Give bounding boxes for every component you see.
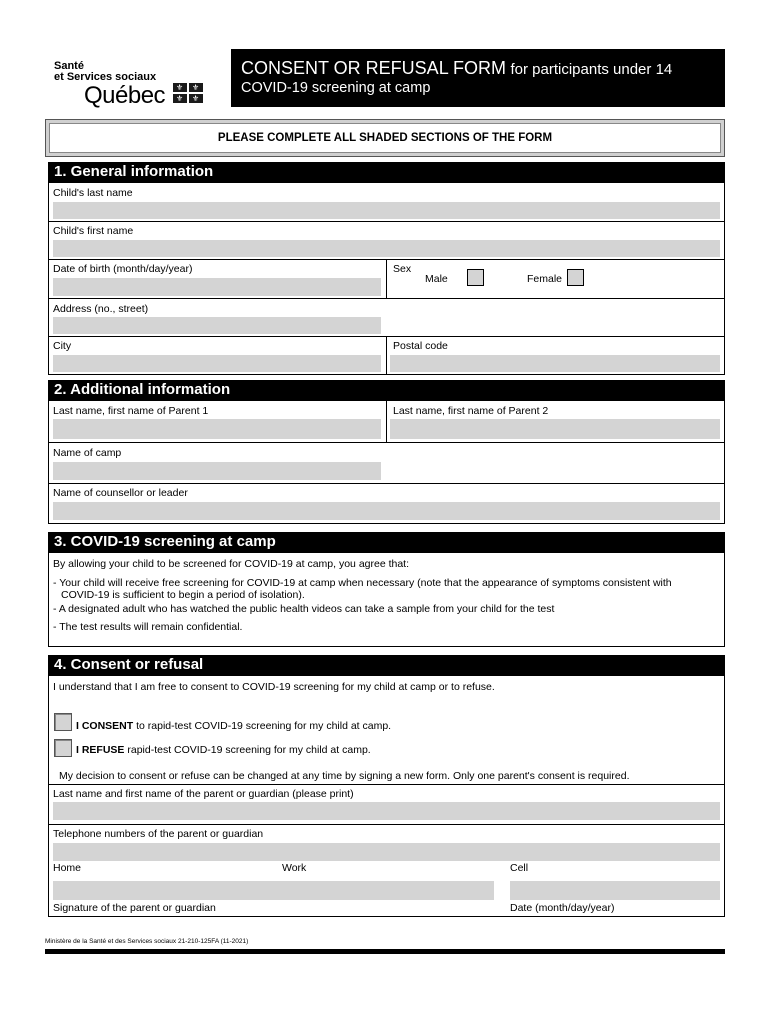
- refuse-checkbox[interactable]: [54, 739, 72, 757]
- parent2-field[interactable]: [390, 419, 720, 439]
- screening-intro: By allowing your child to be screened for COVID-19 at camp, you agree that:: [53, 558, 410, 570]
- form-subtitle: COVID-19 screening at camp: [241, 80, 431, 96]
- signature-label: Signature of the parent or guardian: [53, 902, 216, 914]
- postal-code-label: Postal code: [393, 340, 448, 352]
- section4-title: 4. Consent or refusal: [48, 655, 725, 676]
- signature-field[interactable]: [53, 881, 494, 900]
- footer-reference: Ministère de la Santé et des Services sociaux 21-210-125FA (11-2021): [45, 938, 249, 945]
- decision-note: My decision to consent or refuse can be changed at any time by signing a new form. Only one parent's consent is required.: [59, 770, 630, 782]
- date-label: Date (month/day/year): [510, 902, 615, 914]
- camp-field[interactable]: [53, 462, 381, 480]
- guardian-name-field[interactable]: [53, 802, 720, 820]
- dob-field[interactable]: [53, 278, 381, 296]
- footer-rule: [45, 949, 725, 954]
- fleur-de-lis-icon: ⚜: [173, 83, 187, 92]
- female-checkbox[interactable]: [567, 269, 584, 286]
- parent1-label: Last name, first name of Parent 1: [53, 405, 209, 417]
- child-first-name-label: Child's first name: [53, 225, 134, 237]
- screening-bullet1-line2: COVID-19 is sufficient to begin a period of isolation).: [61, 589, 305, 601]
- postal-code-field[interactable]: [390, 355, 720, 372]
- form-header: [231, 49, 725, 107]
- male-checkbox[interactable]: [467, 269, 484, 286]
- male-label: Male: [425, 273, 448, 285]
- sex-label: Sex: [393, 263, 412, 275]
- logo-line2: et Services sociaux: [54, 71, 157, 83]
- counsellor-field[interactable]: [53, 502, 720, 520]
- section2-title: 2. Additional information: [48, 380, 725, 401]
- date-field[interactable]: [510, 881, 720, 900]
- counsellor-label: Name of counsellor or leader: [53, 487, 188, 499]
- quebec-logo: [54, 60, 214, 110]
- form-title-suffix: for participants under 14: [510, 61, 673, 78]
- screening-bullet1-line1: - Your child will receive free screening for COVID-19 at camp when necessary (note that the appearance of symptoms consistent with: [53, 577, 672, 589]
- female-label: Female: [527, 273, 563, 285]
- child-last-name-label: Child's last name: [53, 187, 133, 199]
- consent-intro: I understand that I am free to consent to COVID-19 screening for my child at camp or to refuse.: [53, 681, 495, 693]
- parent1-field[interactable]: [53, 419, 381, 439]
- fleur-de-lis-icon: ⚜: [189, 83, 203, 92]
- home-label: Home: [53, 862, 82, 874]
- section3-title: 3. COVID-19 screening at camp: [48, 532, 725, 553]
- instruction-banner: [45, 119, 725, 157]
- city-field[interactable]: [53, 355, 381, 372]
- fleur-de-lis-icon: ⚜: [173, 94, 187, 103]
- logo-line1: Santé: [54, 60, 84, 72]
- form-title: CONSENT OR REFUSAL FORM: [241, 58, 507, 78]
- screening-bullet2: - A designated adult who has watched the public health videos can take a sample from your child for the test: [53, 603, 555, 615]
- fleur-de-lis-icon: ⚜: [189, 94, 203, 103]
- address-field[interactable]: [53, 317, 381, 334]
- section1-title: 1. General information: [48, 162, 725, 183]
- refuse-statement: I REFUSE rapid-test COVID-19 screening for my child at camp.: [76, 744, 371, 756]
- consent-checkbox[interactable]: [54, 713, 72, 731]
- cell-label: Cell: [510, 862, 529, 874]
- section4-frame: [48, 675, 725, 917]
- consent-statement: I CONSENT to rapid-test COVID-19 screening for my child at camp.: [76, 720, 392, 732]
- dob-label: Date of birth (month/day/year): [53, 263, 193, 275]
- banner-text: PLEASE COMPLETE ALL SHADED SECTIONS OF THE FORM: [49, 123, 721, 153]
- section3-frame: [48, 552, 725, 647]
- screening-bullet3: - The test results will remain confidential.: [53, 621, 243, 633]
- child-first-name-field[interactable]: [53, 240, 720, 257]
- phones-field[interactable]: [53, 843, 720, 861]
- child-last-name-field[interactable]: [53, 202, 720, 219]
- address-label: Address (no., street): [53, 303, 149, 315]
- phones-label: Telephone numbers of the parent or guardian: [53, 828, 264, 840]
- section1-frame: [48, 182, 725, 375]
- city-label: City: [53, 340, 72, 352]
- section2-frame: [48, 400, 725, 524]
- logo-name: Québec: [84, 82, 166, 109]
- parent2-label: Last name, first name of Parent 2: [393, 405, 549, 417]
- work-label: Work: [282, 862, 307, 874]
- guardian-name-label: Last name and first name of the parent or guardian (please print): [53, 788, 354, 800]
- camp-label: Name of camp: [53, 447, 122, 459]
